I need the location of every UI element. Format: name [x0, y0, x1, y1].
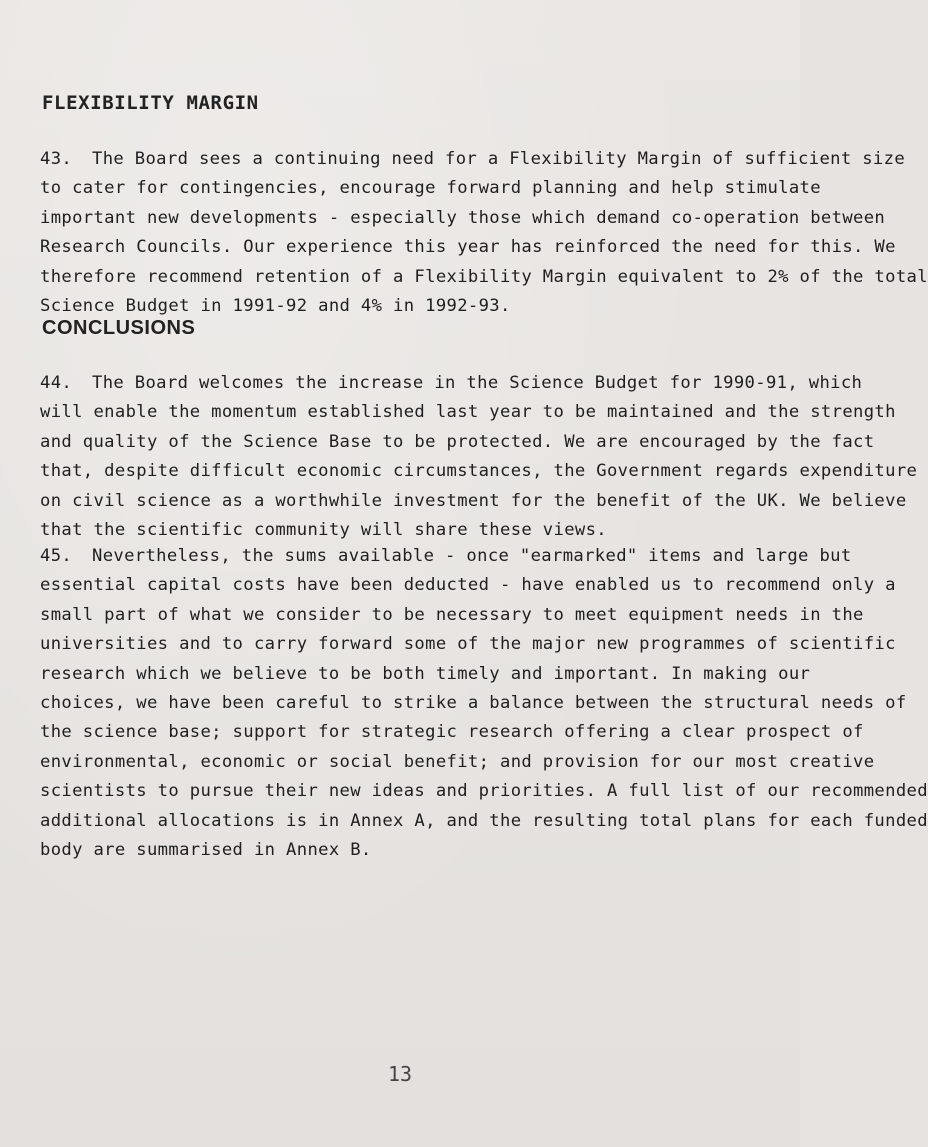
paragraph-line: 43. The Board sees a continuing need for a Flexibility Margin of sufficient size [40, 145, 770, 174]
section-heading-flexibility-margin: FLEXIBILITY MARGIN [42, 92, 259, 114]
paragraph-line: small part of what we consider to be necessary to meet equipment needs in the [40, 604, 864, 625]
page-number: 13 [387, 1062, 413, 1086]
paragraph-line: 45. Nevertheless, the sums available - once "earmarked" items and large but [40, 542, 770, 571]
paragraph-45 [40, 542, 928, 865]
paragraph-line: scientists to pursue their new ideas and priorities. A full list of our recommended [40, 781, 928, 802]
paragraph-line: the science base; support for strategic research offering a clear prospect of [40, 722, 864, 743]
paragraph-line: research which we believe to be both timely and important. In making our [40, 663, 811, 684]
paragraph-44 [40, 369, 918, 545]
paragraph-line: to cater for contingencies, encourage forward planning and help stimulate [40, 178, 821, 199]
paragraph-line: essential capital costs have been deducted - have enabled us to recommend only a [40, 575, 896, 596]
paragraph-line: on civil science as a worthwhile investment for the benefit of the UK. We believe [40, 490, 907, 511]
paragraph-number: 43. [40, 149, 73, 169]
paragraph-line: and quality of the Science Base to be protected. We are encouraged by the fact [40, 431, 875, 452]
paragraph-line: therefore recommend retention of a Flexibility Margin equivalent to 2% of the total [40, 266, 928, 287]
paragraph-line: Science Budget in 1991-92 and 4% in 1992-93. [40, 296, 511, 317]
paragraph-line: 44. The Board welcomes the increase in the Science Budget for 1990-91, which [40, 369, 770, 398]
paragraph-line: body are summarised in Annex B. [40, 840, 372, 861]
paragraph-number: 44. [40, 373, 73, 393]
paragraph-line: that, despite difficult economic circumstances, the Government regards expenditure [40, 461, 918, 482]
paragraph-number: 45. [40, 546, 73, 566]
paragraph-line: universities and to carry forward some of the major new programmes of scientific [40, 634, 896, 655]
paragraph-line: environmental, economic or social benefit; and provision for our most creative [40, 751, 875, 772]
section-heading-conclusions: CONCLUSIONS [42, 317, 196, 339]
paragraph-line: additional allocations is in Annex A, and the resulting total plans for each funded [40, 810, 928, 831]
paragraph-line: choices, we have been careful to strike a balance between the structural needs of [40, 693, 907, 714]
paragraph-line: Research Councils. Our experience this year has reinforced the need for this. We [40, 237, 896, 258]
paragraph-line: important new developments - especially those which demand co-operation between [40, 207, 886, 228]
paragraph-line: will enable the momentum established last year to be maintained and the strength [40, 402, 896, 423]
paragraph-43 [40, 145, 928, 321]
paragraph-line: that the scientific community will share these views. [40, 520, 607, 541]
